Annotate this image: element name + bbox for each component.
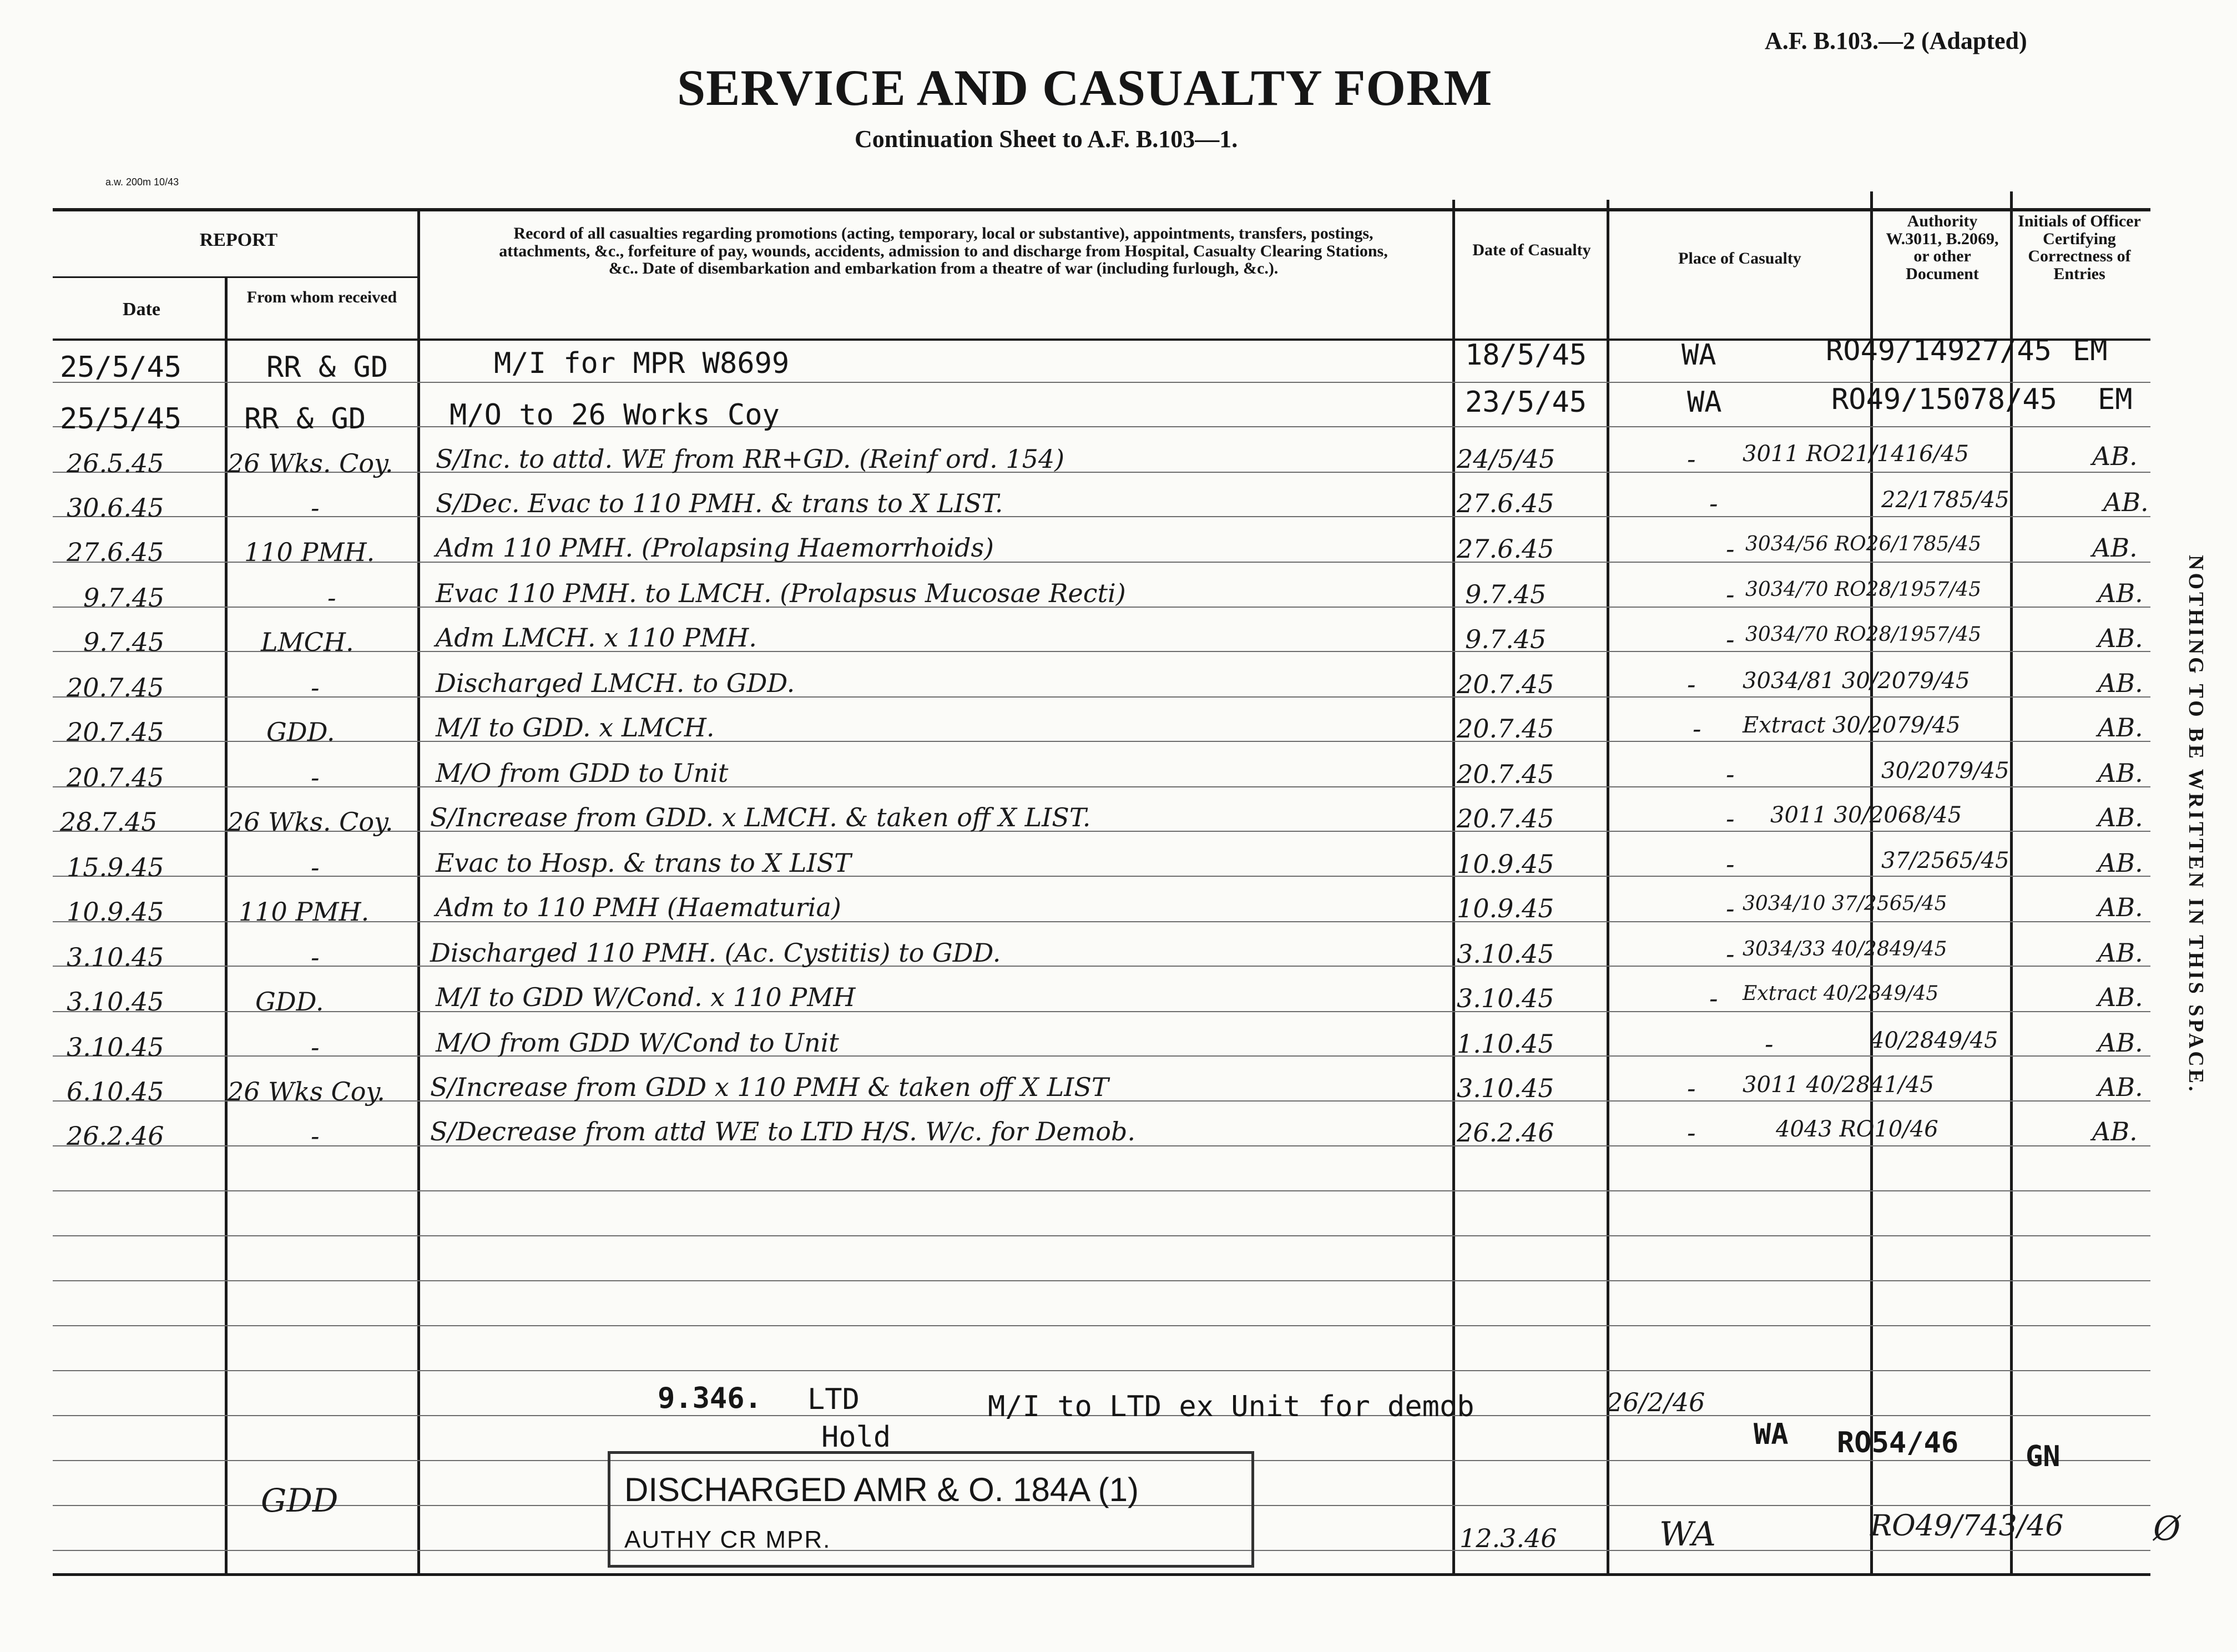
entry-initials: AB. <box>2103 487 2149 517</box>
entry-cas-date: 3.10.45 <box>1457 983 1554 1013</box>
entry-cas-date: 10.9.45 <box>1457 849 1554 879</box>
entry-place: - <box>1726 893 1735 923</box>
entry-from: - <box>311 493 320 523</box>
header-date: Date <box>123 299 160 320</box>
entry-cas-date: 20.7.45 <box>1457 714 1554 744</box>
entry-place: - <box>1687 669 1696 699</box>
entry-record: M/O from GDD W/Cond to Unit <box>436 1028 839 1058</box>
last-row-initials: Ø <box>2153 1509 2181 1548</box>
entry-initials: AB. <box>2098 802 2143 832</box>
footer-place: WA <box>1754 1418 1789 1451</box>
entry-initials: EM <box>2098 383 2133 416</box>
header-authority: Authority W.3011, B.2069, or other Document <box>1886 212 1999 283</box>
table-top-rule <box>53 208 2150 211</box>
entry-record: M/I for MPR W8699 <box>494 347 790 380</box>
entry-date: 28.7.45 <box>60 807 158 837</box>
entry-place: - <box>1726 759 1735 789</box>
entry-record: Adm to 110 PMH (Haematuria) <box>436 892 841 922</box>
entry-from: RR & GD <box>244 402 366 436</box>
entry-authority: 3034/33 40/2849/45 <box>1743 938 1947 961</box>
entry-authority: 3011 40/2841/45 <box>1743 1072 1935 1098</box>
entry-cas-date: 27.6.45 <box>1457 534 1554 564</box>
entry-date: 30.6.45 <box>67 493 164 523</box>
entry-authority: RO49/14927/45 <box>1826 334 2052 367</box>
entry-cas-date: 26.2.46 <box>1457 1118 1554 1148</box>
entry-record: S/Increase from GDD. x LMCH. & taken off X LIST. <box>430 802 1091 832</box>
entry-record: M/O to 26 Works Coy <box>450 398 780 432</box>
rule <box>53 1325 2150 1326</box>
entry-authority: 4043 RO10/46 <box>1776 1117 1938 1142</box>
rule <box>53 516 2150 517</box>
entry-date: 3.10.45 <box>67 942 164 972</box>
form-title: SERVICE AND CASUALTY FORM <box>677 59 1493 116</box>
rule <box>53 1190 2150 1191</box>
entry-cas-date: 20.7.45 <box>1457 669 1554 699</box>
footer-record: M/I to LTD ex Unit for demob <box>988 1390 1474 1423</box>
rule <box>53 966 2150 967</box>
col-divider-2 <box>417 208 420 1573</box>
entry-place: - <box>1726 939 1735 969</box>
form-code: A.F. B.103.—2 (Adapted) <box>1765 27 2027 54</box>
rule <box>53 651 2150 652</box>
rule <box>53 1011 2150 1012</box>
entry-authority: 30/2079/45 <box>1881 758 2009 784</box>
entry-date: 20.7.45 <box>67 717 164 747</box>
entry-place: - <box>1765 1029 1774 1059</box>
entry-date: 26.2.46 <box>67 1121 164 1151</box>
rule <box>53 1055 2150 1057</box>
last-row-authority: RO49/743/46 <box>1870 1509 2064 1543</box>
footer-number: 9.346. <box>658 1382 762 1415</box>
entry-place: - <box>1687 1073 1696 1103</box>
table-bottom-rule <box>53 1573 2150 1576</box>
entry-initials: AB. <box>2092 441 2138 471</box>
entry-record: M/O from GDD to Unit <box>436 758 729 788</box>
entry-cas-date: 20.7.45 <box>1457 804 1554 833</box>
entry-from: - <box>311 1121 320 1151</box>
entry-initials: AB. <box>2098 938 2143 968</box>
entry-record: S/Decrease from attd WE to LTD H/S. W/c. for Demob. <box>430 1117 1135 1146</box>
entry-initials: AB. <box>2098 892 2143 922</box>
entry-date: 20.7.45 <box>67 762 164 792</box>
entry-cas-date: 24/5/45 <box>1457 444 1556 474</box>
entry-cas-date: 1.10.45 <box>1457 1029 1554 1059</box>
entry-authority: 3034/70 RO28/1957/45 <box>1745 623 1982 646</box>
entry-cas-date: 10.9.45 <box>1457 893 1554 923</box>
entry-from: - <box>311 1032 320 1062</box>
header-from: From whom received <box>246 288 397 306</box>
entry-date: 3.10.45 <box>67 1032 164 1062</box>
stamp-line-1: DISCHARGED AMR & O. 184A (1) <box>624 1471 1139 1508</box>
header-report: REPORT <box>199 230 278 250</box>
rule <box>53 696 2150 698</box>
entry-cas-date: 9.7.45 <box>1465 624 1547 654</box>
rule <box>53 426 2150 427</box>
entry-place: - <box>1687 444 1696 474</box>
entry-initials: AB. <box>2092 1117 2138 1146</box>
entry-initials: AB. <box>2098 982 2143 1012</box>
entry-record: Discharged LMCH. to GDD. <box>436 668 795 698</box>
entry-record: Evac to Hosp. & trans to X LIST <box>436 848 851 878</box>
entry-date: 25/5/45 <box>60 351 182 384</box>
entry-date: 27.6.45 <box>67 537 164 567</box>
entry-cas-date: 3.10.45 <box>1457 939 1554 969</box>
entry-authority: 3034/10 37/2565/45 <box>1743 892 1947 915</box>
entry-authority: 40/2849/45 <box>1870 1028 1998 1053</box>
entry-initials: AB. <box>2098 713 2143 742</box>
entry-date: 20.7.45 <box>67 673 164 703</box>
entry-date: 9.7.45 <box>83 627 165 657</box>
margin-note: NOTHING TO BE WRITTEN IN THIS SPACE. <box>2184 555 2208 1094</box>
entry-date: 10.9.45 <box>67 897 164 927</box>
footer-initials: GN <box>2026 1440 2061 1473</box>
last-row-cas-date: 12.3.46 <box>1460 1523 1557 1553</box>
entry-record: S/Increase from GDD x 110 PMH & taken off X LIST <box>430 1072 1109 1102</box>
entry-place: - <box>1693 714 1701 744</box>
header-record: Record of all casualties regarding promotions (acting, temporary, local or substantive), appointments, transfers, postings, attachments, &c., forfeiture of pay, wounds, accidents, admission to and discharge from Hospital, Casualty Clearing Stations, &c.. Date of disembarkation and embarkation from a theatre of war (including furlough, &c.). <box>499 224 1388 277</box>
entry-from: 26 Wks. Coy. <box>228 807 393 837</box>
entry-place: - <box>1687 1118 1696 1148</box>
entry-authority: 3011 RO21/1416/45 <box>1743 441 1969 467</box>
header-place: Place of Casualty <box>1678 249 1801 267</box>
entry-authority: Extract 30/2079/45 <box>1743 713 1961 738</box>
col-divider-4 <box>1607 200 1609 1573</box>
entry-authority: 37/2565/45 <box>1881 848 2009 873</box>
entry-initials: AB. <box>2098 1072 2143 1102</box>
entry-from: - <box>311 673 320 703</box>
entry-record: M/I to GDD W/Cond. x 110 PMH <box>436 982 856 1012</box>
entry-date: 25/5/45 <box>60 402 182 436</box>
entry-from: 110 PMH. <box>244 537 375 567</box>
entry-authority: 3034/56 RO26/1785/45 <box>1745 533 1982 555</box>
stamp-line-2: AUTHY CR MPR. <box>624 1526 831 1553</box>
entry-record: S/Inc. to attd. WE from RR+GD. (Reinf ord. 154) <box>436 444 1065 474</box>
last-row-from: GDD <box>261 1482 339 1519</box>
entry-record: Adm 110 PMH. (Prolapsing Haemorrhoids) <box>436 533 994 563</box>
entry-date: 15.9.45 <box>67 852 164 882</box>
footer-ltd: LTD <box>807 1383 860 1416</box>
entry-from: RR & GD <box>266 351 388 384</box>
entry-initials: AB. <box>2098 578 2143 608</box>
rule <box>53 741 2150 742</box>
footer-hold: Hold <box>821 1421 891 1454</box>
entry-date: 3.10.45 <box>67 987 164 1017</box>
rule <box>53 1280 2150 1281</box>
entry-from: 110 PMH. <box>239 897 370 927</box>
entry-initials: AB. <box>2098 668 2143 698</box>
entry-authority: 3011 30/2068/45 <box>1770 802 1962 828</box>
footer-cas-date: 26/2/46 <box>1607 1387 1705 1417</box>
entry-cas-date: 18/5/45 <box>1465 339 1587 372</box>
header-date-casualty: Date of Casualty <box>1472 241 1591 259</box>
entry-from: 26 Wks. Coy. <box>228 448 393 478</box>
entry-initials: AB. <box>2098 623 2143 653</box>
entry-authority: 3034/70 RO28/1957/45 <box>1745 578 1982 601</box>
entry-authority: 22/1785/45 <box>1881 487 2009 513</box>
entry-place: - <box>1726 534 1735 564</box>
col-divider-3 <box>1452 200 1455 1573</box>
report-sub-rule <box>53 276 419 278</box>
entry-cas-date: 23/5/45 <box>1465 386 1587 419</box>
rule <box>53 786 2150 787</box>
entry-date: 6.10.45 <box>67 1077 164 1107</box>
entry-record: Discharged 110 PMH. (Ac. Cystitis) to GDD. <box>430 938 1001 968</box>
footer-authority: RO54/46 <box>1837 1426 1959 1459</box>
entry-initials: AB. <box>2098 1028 2143 1058</box>
entry-authority: Extract 40/2849/45 <box>1743 982 1939 1005</box>
entry-from: GDD. <box>266 717 335 747</box>
print-reference: a.w. 200m 10/43 <box>105 176 179 188</box>
entry-place: WA <box>1687 386 1722 419</box>
form-subtitle: Continuation Sheet to A.F. B.103—1. <box>855 125 1238 153</box>
rule <box>53 876 2150 877</box>
entry-record: M/I to GDD. x LMCH. <box>436 713 715 742</box>
entry-place: - <box>1726 849 1735 879</box>
entry-place: - <box>1726 624 1735 654</box>
entry-record: Evac 110 PMH. to LMCH. (Prolapsus Mucosae Recti) <box>436 578 1126 608</box>
entry-initials: AB. <box>2098 848 2143 878</box>
entry-date: 9.7.45 <box>83 583 165 613</box>
entry-cas-date: 27.6.45 <box>1457 488 1554 518</box>
entry-from: GDD. <box>255 987 324 1017</box>
entry-authority: RO49/15078/45 <box>1831 383 2057 416</box>
entry-place: - <box>1709 983 1718 1013</box>
entry-from: - <box>311 942 320 972</box>
entry-place: - <box>1709 488 1718 518</box>
entry-cas-date: 20.7.45 <box>1457 759 1554 789</box>
rule <box>53 1235 2150 1236</box>
entry-from: - <box>327 583 336 613</box>
entry-initials: AB. <box>2092 533 2138 563</box>
entry-from: 26 Wks Coy. <box>228 1077 385 1107</box>
entry-cas-date: 3.10.45 <box>1457 1073 1554 1103</box>
entry-cas-date: 9.7.45 <box>1465 579 1547 609</box>
entry-authority: 3034/81 30/2079/45 <box>1743 668 1970 694</box>
rule <box>53 1370 2150 1371</box>
entry-place: WA <box>1681 339 1716 372</box>
entry-record: S/Dec. Evac to 110 PMH. & trans to X LIST. <box>436 488 1003 518</box>
last-row-place: WA <box>1659 1515 1716 1554</box>
entry-from: - <box>311 852 320 882</box>
entry-from: LMCH. <box>261 627 354 657</box>
entry-date: 26.5.45 <box>67 448 164 478</box>
header-initials: Initials of Officer Certifying Correctness of Entries <box>2018 212 2141 283</box>
entry-initials: AB. <box>2098 758 2143 788</box>
entry-place: - <box>1726 579 1735 609</box>
entry-from: - <box>311 762 320 792</box>
entry-place: - <box>1726 804 1735 833</box>
entry-record: Adm LMCH. x 110 PMH. <box>436 623 757 653</box>
entry-initials: EM <box>2073 334 2108 367</box>
